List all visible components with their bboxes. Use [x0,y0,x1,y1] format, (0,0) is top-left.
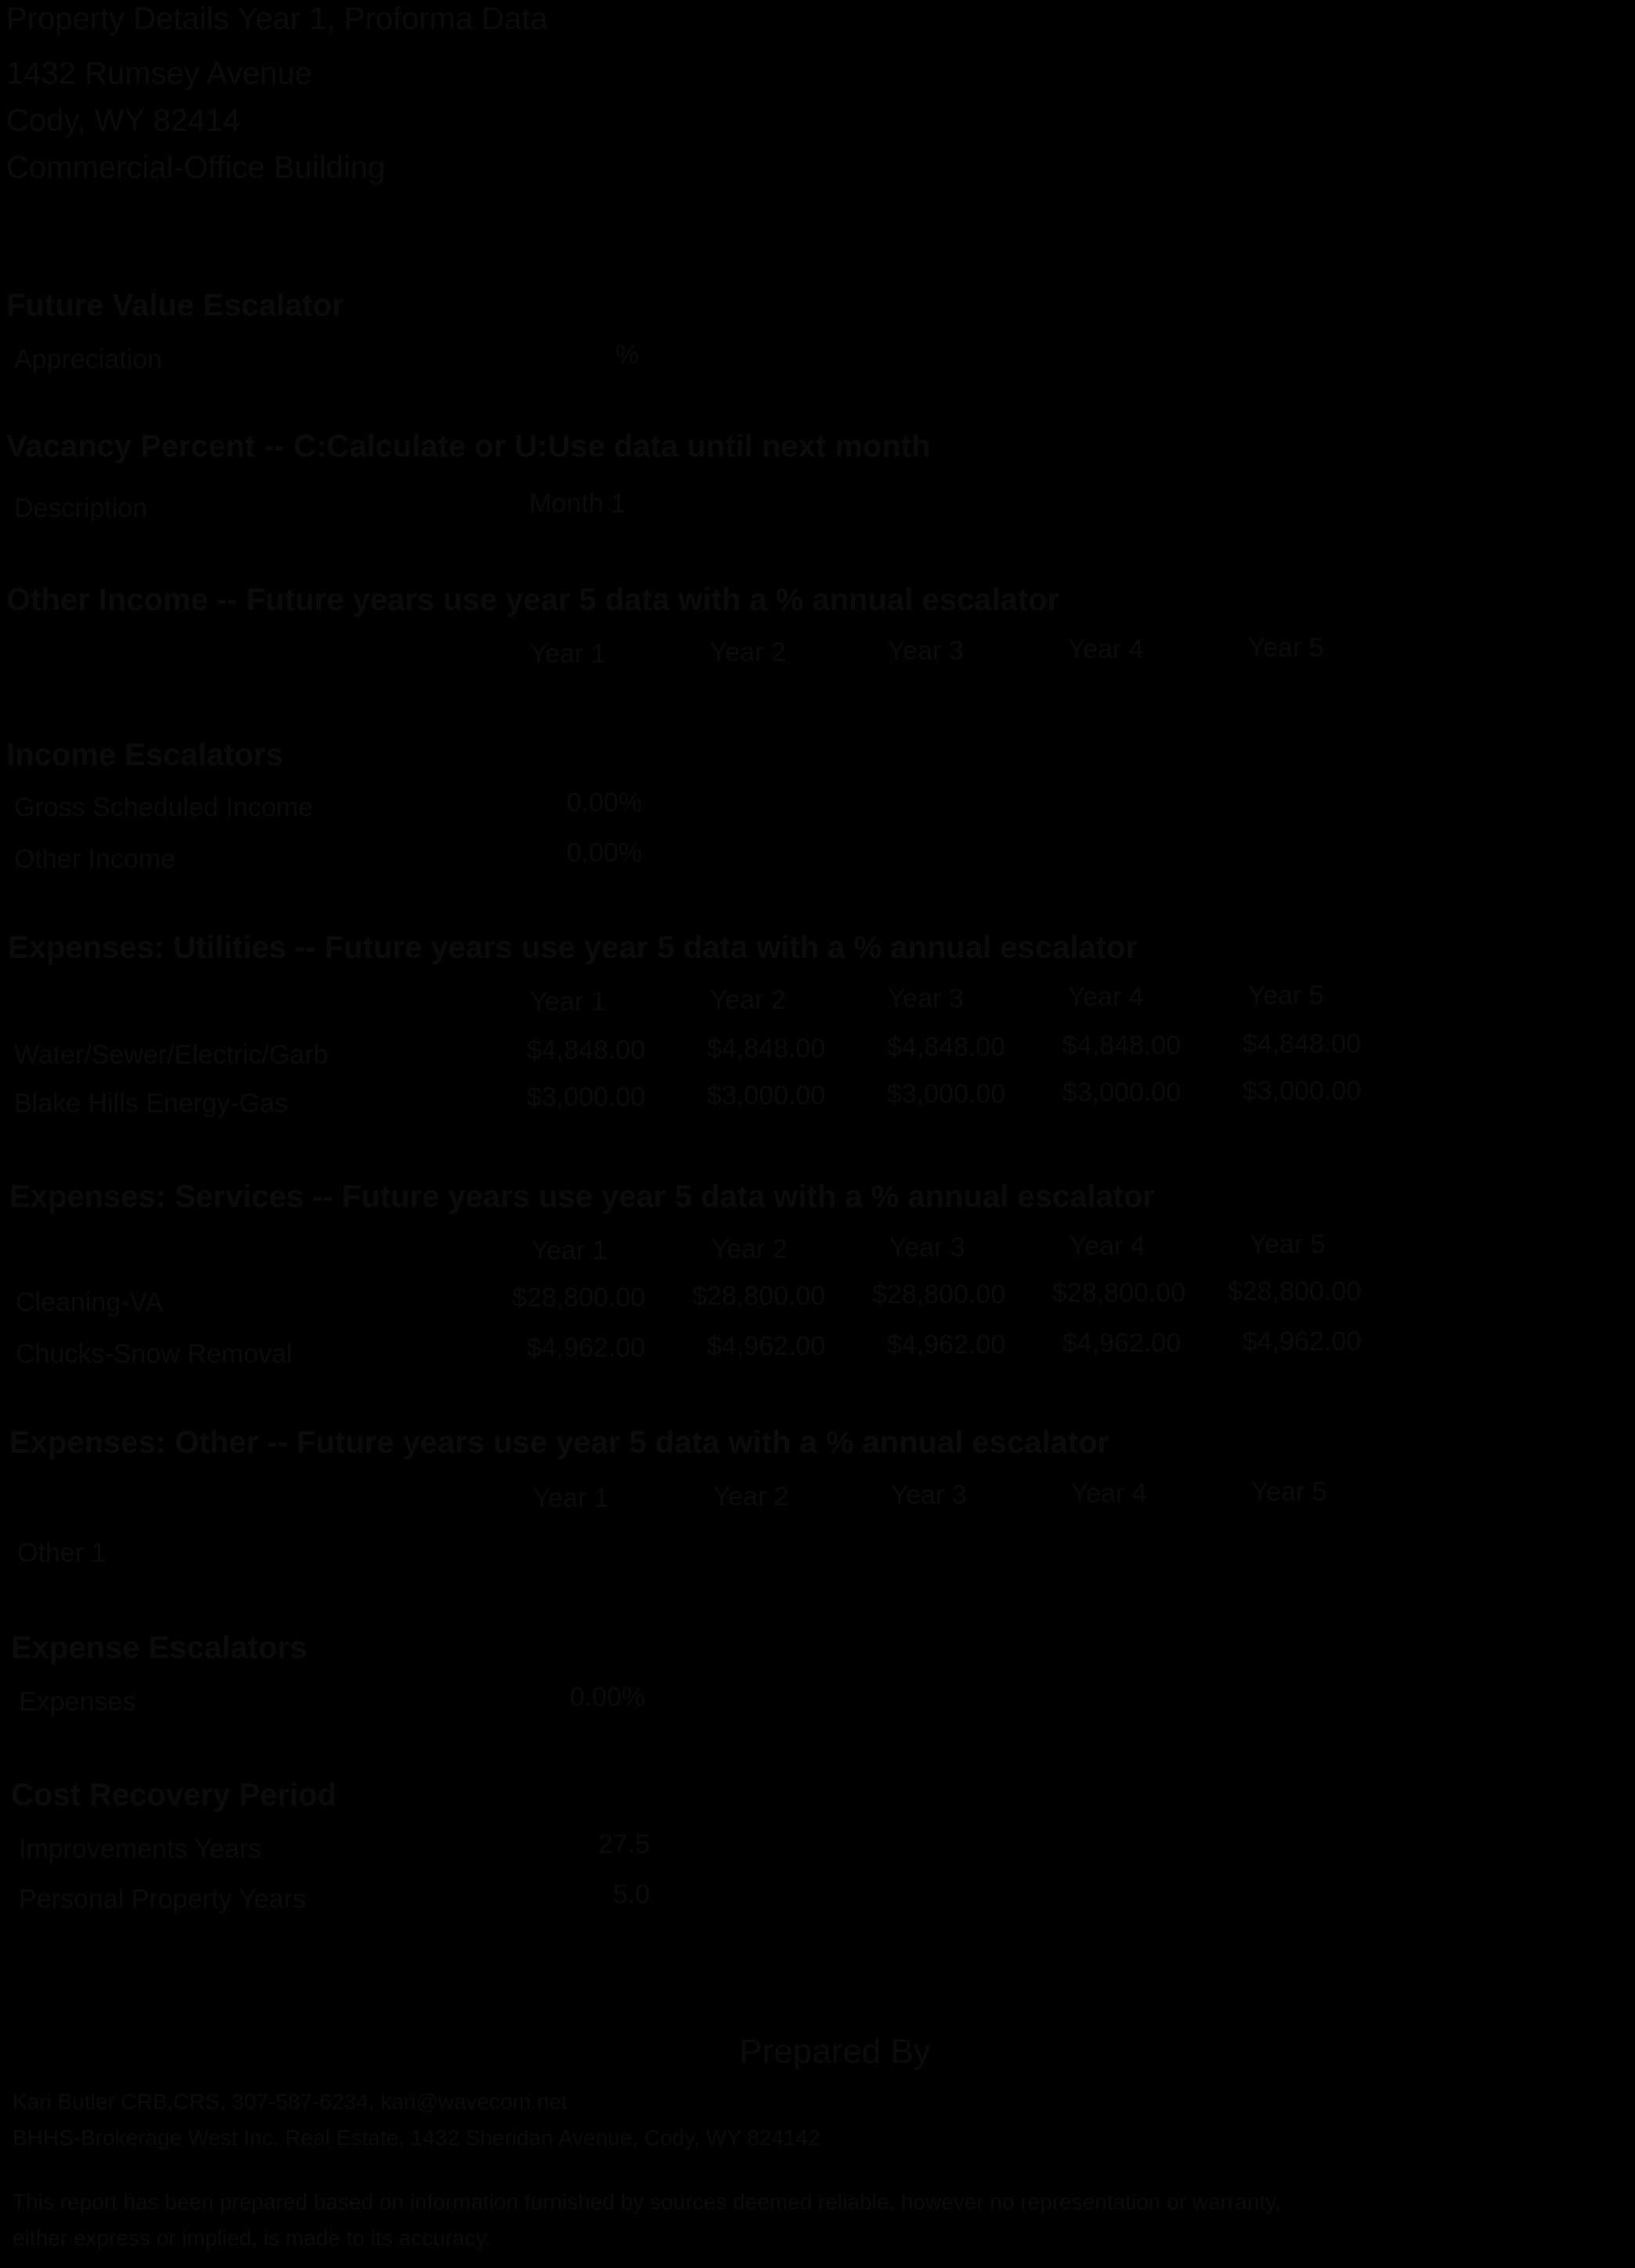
table-cell: $4,962.00 [706,1331,825,1361]
utilities-year-5: Year 5 [1247,981,1324,1010]
agent-contact: Kari Butler CRB,CRS, 307-587-6234, kari@wavecom.net [13,2089,568,2114]
property-address: 1432 Rumsey Avenue [6,56,312,91]
income-escalator-value: 0.00% [566,788,642,818]
income-escalator-label: Gross Scheduled Income [14,793,313,822]
table-cell: $4,848.00 [1242,1029,1361,1059]
expense-escalator-label: Expenses [19,1687,136,1717]
table-row-label: Cleaning-VA [16,1287,164,1317]
disclaimer-line-2: either express or implied, is made to its accuracy. [13,2226,492,2250]
other-income-year-1: Year 1 [529,639,606,669]
table-row-label: Other 1 [17,1538,106,1568]
brokerage-info: BHHS-Brokerage West Inc. Real Estate, 1432 Sheridan Avenue, Cody, WY 824142 [13,2125,821,2150]
table-cell: $4,962.00 [886,1330,1005,1360]
services-year-1: Year 1 [531,1236,608,1266]
table-cell: $3,000.00 [1242,1076,1361,1106]
services-year-4: Year 4 [1069,1231,1146,1261]
other-expenses-year-1: Year 1 [532,1483,609,1513]
utilities-year-3: Year 3 [887,984,964,1013]
other-income-heading: Other Income -- Future years use year 5 data with a % annual escalator [6,583,1059,617]
table-row-label: Blake Hills Energy-Gas [14,1089,288,1118]
other-income-year-4: Year 4 [1067,634,1144,664]
cost-recovery-heading: Cost Recovery Period [11,1778,337,1812]
table-cell: $4,848.00 [706,1034,825,1064]
other-expenses-year-3: Year 3 [890,1480,967,1510]
page-title: Property Details Year 1, Proforma Data [6,2,548,36]
table-cell: $4,848.00 [1062,1031,1181,1060]
income-escalator-label: Other Income [14,844,175,874]
utilities-year-1: Year 1 [529,987,606,1017]
table-row-label: Chucks-Snow Removal [16,1339,293,1369]
appreciation-label: Appreciation [14,345,163,374]
table-cell: $3,000.00 [526,1082,645,1112]
services-heading: Expenses: Services -- Future years use year 5 data with a % annual escalator [9,1179,1155,1214]
income-escalators-heading: Income Escalators [6,738,283,772]
table-cell: $28,800.00 [511,1283,645,1313]
cost-recovery-value: 27.5 [597,1829,650,1859]
table-cell: $3,000.00 [706,1081,825,1111]
table-cell: $28,800.00 [1227,1277,1361,1306]
prepared-by-heading: Prepared By [739,2032,931,2071]
table-cell: $4,962.00 [1242,1327,1361,1356]
disclaimer-line-1: This report has been prepared based on information furnished by sources deemed reliable, however no representation or warranty, [13,2190,1281,2214]
table-cell: $4,848.00 [526,1035,645,1065]
table-cell: $28,800.00 [1052,1278,1186,1308]
services-year-3: Year 3 [889,1233,965,1262]
table-cell: $3,000.00 [886,1079,1005,1109]
property-city: Cody, WY 82414 [6,103,240,138]
other-income-year-5: Year 5 [1247,633,1324,663]
table-cell: $4,962.00 [526,1333,645,1363]
table-cell: $4,962.00 [1062,1328,1181,1358]
future-value-heading: Future Value Escalator [6,288,345,323]
other-income-year-3: Year 3 [887,636,964,666]
cost-recovery-label: Improvements Years [19,1834,262,1864]
cost-recovery-label: Personal Property Years [19,1884,306,1914]
other-expenses-year-2: Year 2 [713,1482,789,1511]
utilities-year-2: Year 2 [709,985,786,1015]
cost-recovery-value: 5.0 [612,1880,650,1909]
table-cell: $4,848.00 [886,1032,1005,1062]
utilities-heading: Expenses: Utilities -- Future years use year 5 data with a % annual escalator [8,930,1138,965]
table-cell: $3,000.00 [1062,1078,1181,1107]
services-year-5: Year 5 [1249,1230,1326,1259]
appreciation-value: % [615,340,640,370]
vacancy-month-column: Month 1 [529,489,626,518]
table-cell: $28,800.00 [691,1281,825,1311]
table-row-label: Water/Sewer/Electric/Garb [14,1040,329,1070]
other-expenses-year-5: Year 5 [1251,1477,1327,1507]
other-expenses-heading: Expenses: Other -- Future years use year 5 data with a % annual escalator [9,1425,1110,1460]
table-cell: $28,800.00 [872,1280,1005,1309]
other-income-year-2: Year 2 [709,637,786,667]
other-expenses-year-4: Year 4 [1070,1479,1147,1508]
expense-escalator-value: 0.00% [569,1682,645,1712]
services-year-2: Year 2 [711,1234,788,1264]
property-type: Commercial-Office Building [6,150,385,185]
vacancy-description-label: Description [14,493,148,523]
expense-escalators-heading: Expense Escalators [11,1631,307,1665]
utilities-year-4: Year 4 [1067,982,1144,1012]
vacancy-heading: Vacancy Percent -- C:Calculate or U:Use data until next month [6,429,931,464]
income-escalator-value: 0.00% [566,838,642,868]
